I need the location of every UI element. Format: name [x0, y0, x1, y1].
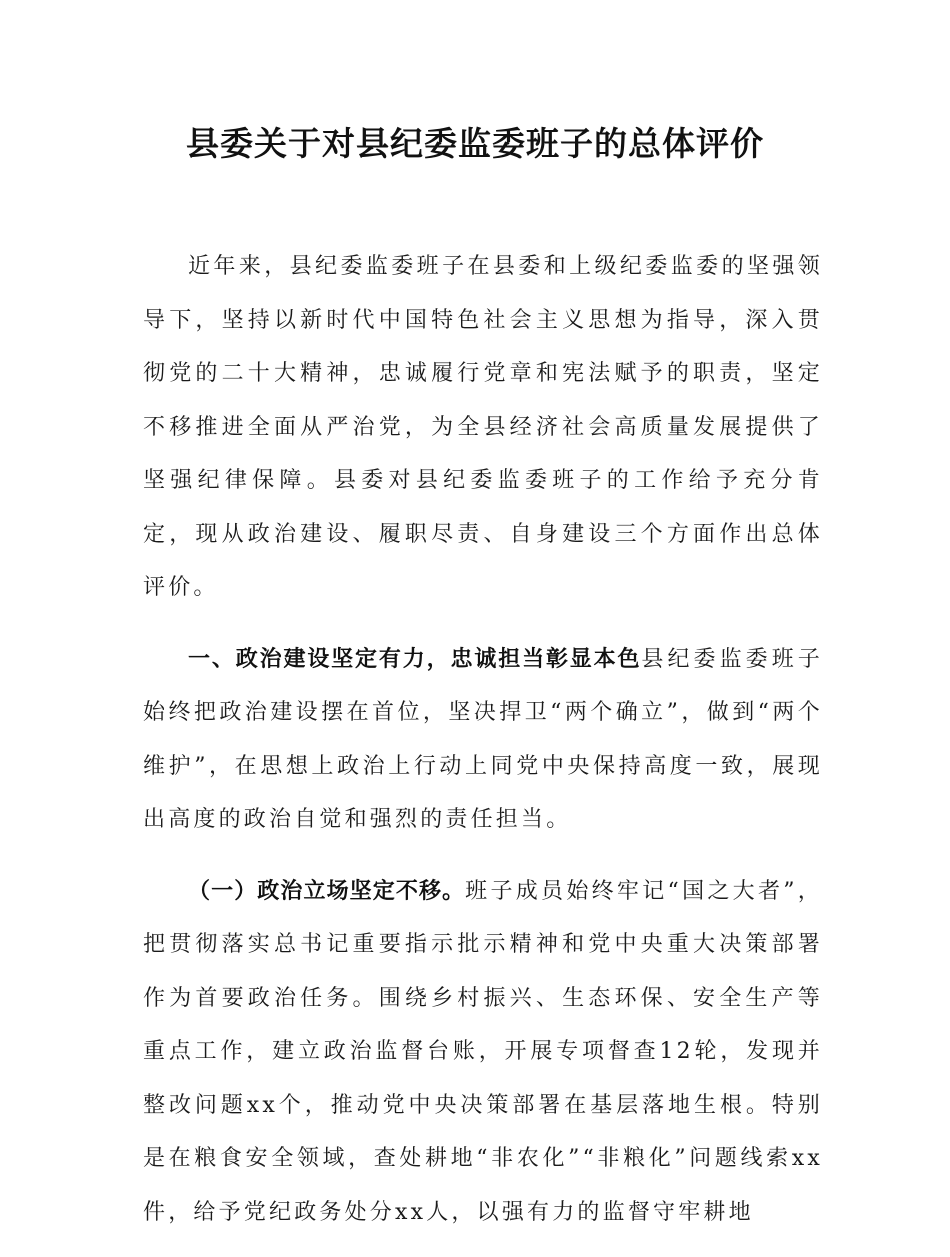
paragraph-text: 县纪委监委班子始终把政治建设摆在首位，坚决捍卫“两个确立”，做到“两个维护”，在思想上政治上行动上同党中央保持高度一致，展现出高度的政治自觉和强烈的责任担当。	[143, 646, 823, 832]
document-body	[143, 240, 823, 1257]
paragraph-subsection-one	[143, 865, 823, 1240]
paragraph-intro	[143, 240, 823, 615]
subsection-heading: （一）政治立场坚定不移。	[188, 878, 466, 904]
section-heading: 一、政治建设坚定有力，忠诚担当彰显本色	[188, 646, 642, 672]
paragraph-text: 近年来，县纪委监委班子在县委和上级纪委监委的坚强领导下，坚持以新时代中国特色社会主义思想为指导，深入贯彻党的二十大精神，忠诚履行党章和宪法赋予的职责，坚定不移推进全面从严治党，为全县经济社会高质量发展提供了坚强纪律保障。县委对县纪委监委班子的工作给予充分肯定，现从政治建设、履职尽责、自身建设三个方面作出总体评价。	[143, 254, 823, 600]
document-title: 县委关于对县纪委监委班子的总体评价	[186, 124, 764, 163]
paragraph-section-one	[143, 633, 823, 847]
paragraph-text: 班子成员始终牢记“国之大者”，把贯彻落实总书记重要指示批示精神和党中央重大决策部署作为首要政治任务。围绕乡村振兴、生态环保、安全生产等重点工作，建立政治监督台账，开展专项督查12轮，发现并整改问题xx个，推动党中央决策部署在基层落地生根。特别是在粮食安全领域，查处耕地“非农化”“非粮化”问题线索xx件，给予党纪政务处分xx人，以强有力的监督守牢耕地	[143, 878, 823, 1225]
